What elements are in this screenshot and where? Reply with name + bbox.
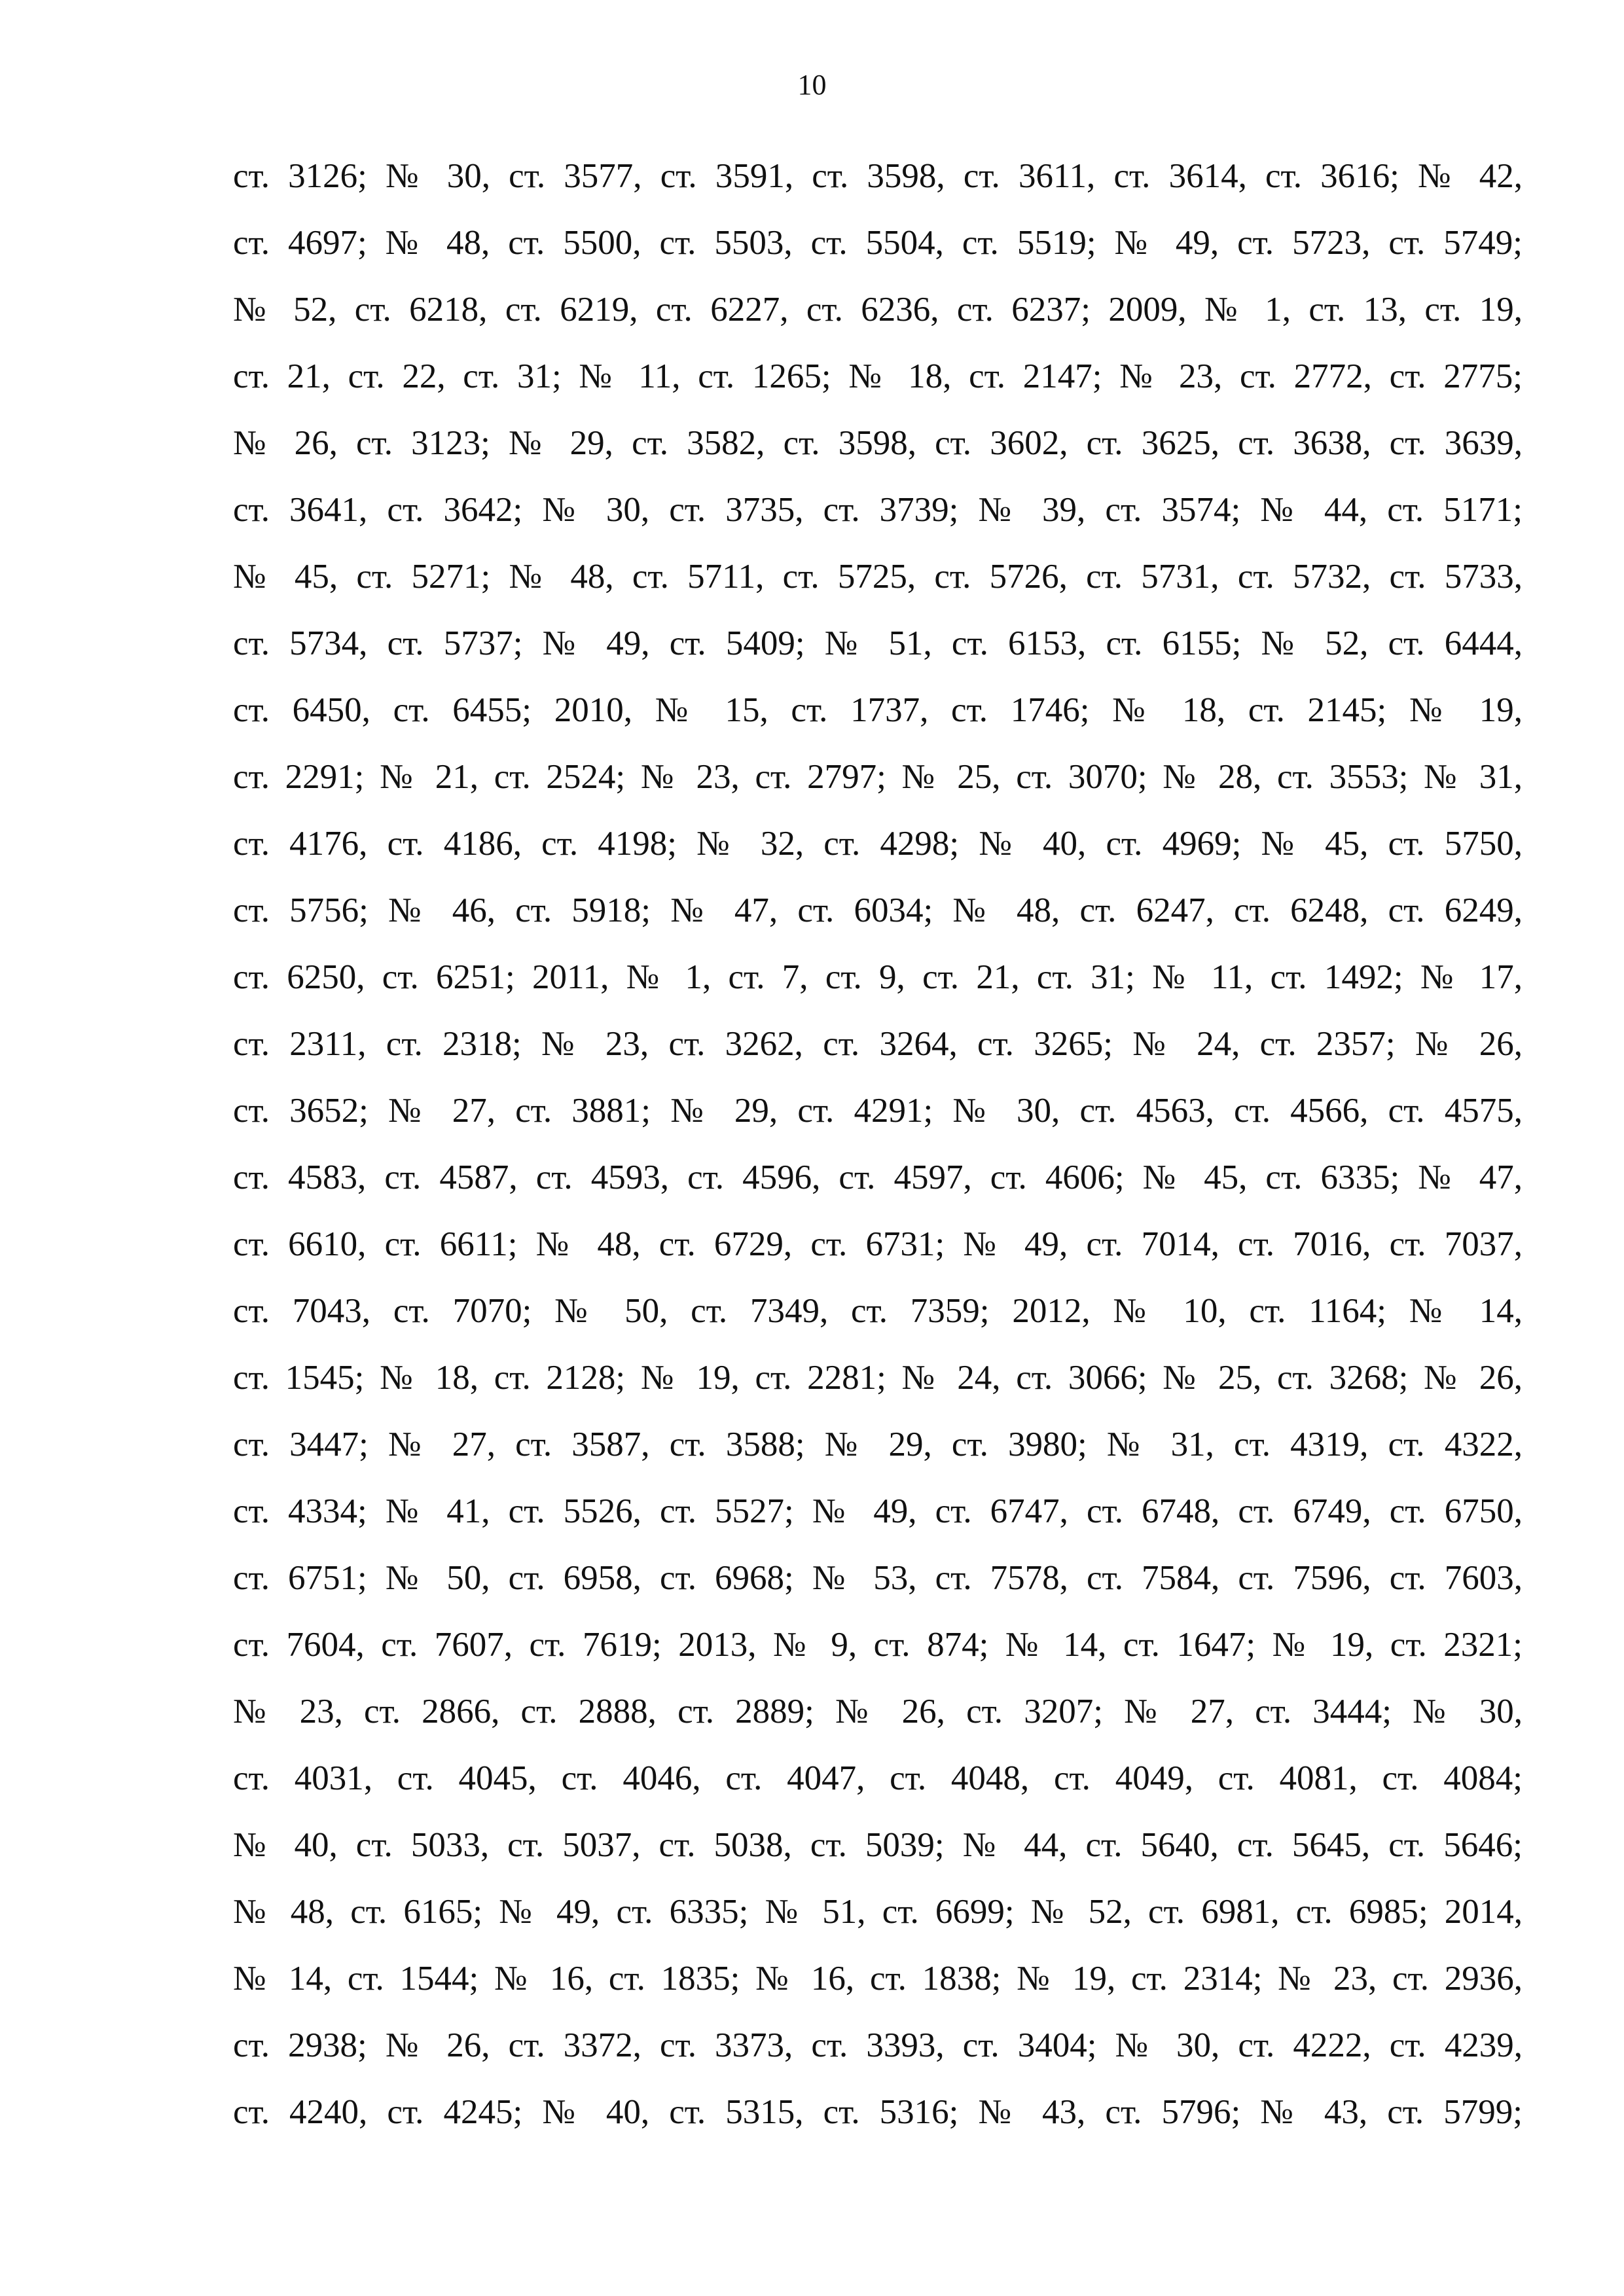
- text-line: ст. 4031, ст. 4045, ст. 4046, ст. 4047, ст. 4048, ст. 4049, ст. 4081, ст. 4084;: [233, 1759, 1523, 1797]
- text-line: № 14, ст. 1544; № 16, ст. 1835; № 16, ст. 1838; № 19, ст. 2314; № 23, ст. 2936,: [233, 1960, 1523, 1998]
- text-line: ст. 7604, ст. 7607, ст. 7619; 2013, № 9, ст. 874; № 14, ст. 1647; № 19, ст. 2321;: [233, 1626, 1523, 1664]
- text-line: ст. 4240, ст. 4245; № 40, ст. 5315, ст. 5316; № 43, ст. 5796; № 43, ст. 5799;: [233, 2093, 1523, 2131]
- text-line: ст. 5734, ст. 5737; № 49, ст. 5409; № 51, ст. 6153, ст. 6155; № 52, ст. 6444,: [233, 624, 1523, 662]
- text-line: № 52, ст. 6218, ст. 6219, ст. 6227, ст. 6236, ст. 6237; 2009, № 1, ст. 13, ст. 19,: [233, 291, 1523, 329]
- text-line: ст. 3126; № 30, ст. 3577, ст. 3591, ст. 3598, ст. 3611, ст. 3614, ст. 3616; № 42,: [233, 157, 1523, 195]
- text-line: ст. 3447; № 27, ст. 3587, ст. 3588; № 29, ст. 3980; № 31, ст. 4319, ст. 4322,: [233, 1426, 1523, 1463]
- document-body: [233, 143, 1523, 2145]
- page-number: 10: [797, 69, 827, 101]
- text-line: № 48, ст. 6165; № 49, ст. 6335; № 51, ст. 6699; № 52, ст. 6981, ст. 6985; 2014,: [233, 1893, 1523, 1931]
- text-line: ст. 6250, ст. 6251; 2011, № 1, ст. 7, ст. 9, ст. 21, ст. 31; № 11, ст. 1492; № 17,: [233, 958, 1523, 996]
- text-line: ст. 4176, ст. 4186, ст. 4198; № 32, ст. 4298; № 40, ст. 4969; № 45, ст. 5750,: [233, 825, 1523, 863]
- text-line: ст. 1545; № 18, ст. 2128; № 19, ст. 2281; № 24, ст. 3066; № 25, ст. 3268; № 26,: [233, 1359, 1523, 1397]
- text-line: ст. 5756; № 46, ст. 5918; № 47, ст. 6034; № 48, ст. 6247, ст. 6248, ст. 6249,: [233, 891, 1523, 929]
- text-line: ст. 6450, ст. 6455; 2010, № 15, ст. 1737, ст. 1746; № 18, ст. 2145; № 19,: [233, 691, 1523, 729]
- text-line: № 45, ст. 5271; № 48, ст. 5711, ст. 5725, ст. 5726, ст. 5731, ст. 5732, ст. 5733,: [233, 558, 1523, 596]
- text-line: № 26, ст. 3123; № 29, ст. 3582, ст. 3598, ст. 3602, ст. 3625, ст. 3638, ст. 3639,: [233, 424, 1523, 462]
- text-line: ст. 3641, ст. 3642; № 30, ст. 3735, ст. 3739; № 39, ст. 3574; № 44, ст. 5171;: [233, 491, 1523, 529]
- text-line: № 23, ст. 2866, ст. 2888, ст. 2889; № 26, ст. 3207; № 27, ст. 3444; № 30,: [233, 1693, 1523, 1731]
- text-line: ст. 3652; № 27, ст. 3881; № 29, ст. 4291; № 30, ст. 4563, ст. 4566, ст. 4575,: [233, 1092, 1523, 1130]
- text-line: ст. 6751; № 50, ст. 6958, ст. 6968; № 53, ст. 7578, ст. 7584, ст. 7596, ст. 7603,: [233, 1559, 1523, 1597]
- text-line: № 40, ст. 5033, ст. 5037, ст. 5038, ст. 5039; № 44, ст. 5640, ст. 5645, ст. 5646;: [233, 1826, 1523, 1864]
- text-line: ст. 2311, ст. 2318; № 23, ст. 3262, ст. 3264, ст. 3265; № 24, ст. 2357; № 26,: [233, 1025, 1523, 1063]
- text-line: ст. 6610, ст. 6611; № 48, ст. 6729, ст. 6731; № 49, ст. 7014, ст. 7016, ст. 7037,: [233, 1225, 1523, 1263]
- text-line: ст. 21, ст. 22, ст. 31; № 11, ст. 1265; № 18, ст. 2147; № 23, ст. 2772, ст. 2775;: [233, 357, 1523, 395]
- text-line: ст. 7043, ст. 7070; № 50, ст. 7349, ст. 7359; 2012, № 10, ст. 1164; № 14,: [233, 1292, 1523, 1330]
- text-line: ст. 4697; № 48, ст. 5500, ст. 5503, ст. 5504, ст. 5519; № 49, ст. 5723, ст. 5749;: [233, 224, 1523, 262]
- text-line: ст. 4334; № 41, ст. 5526, ст. 5527; № 49, ст. 6747, ст. 6748, ст. 6749, ст. 6750,: [233, 1492, 1523, 1530]
- text-line: ст. 4583, ст. 4587, ст. 4593, ст. 4596, ст. 4597, ст. 4606; № 45, ст. 6335; № 47,: [233, 1158, 1523, 1196]
- text-line: ст. 2291; № 21, ст. 2524; № 23, ст. 2797; № 25, ст. 3070; № 28, ст. 3553; № 31,: [233, 758, 1523, 796]
- text-line: ст. 2938; № 26, ст. 3372, ст. 3373, ст. 3393, ст. 3404; № 30, ст. 4222, ст. 4239,: [233, 2026, 1523, 2064]
